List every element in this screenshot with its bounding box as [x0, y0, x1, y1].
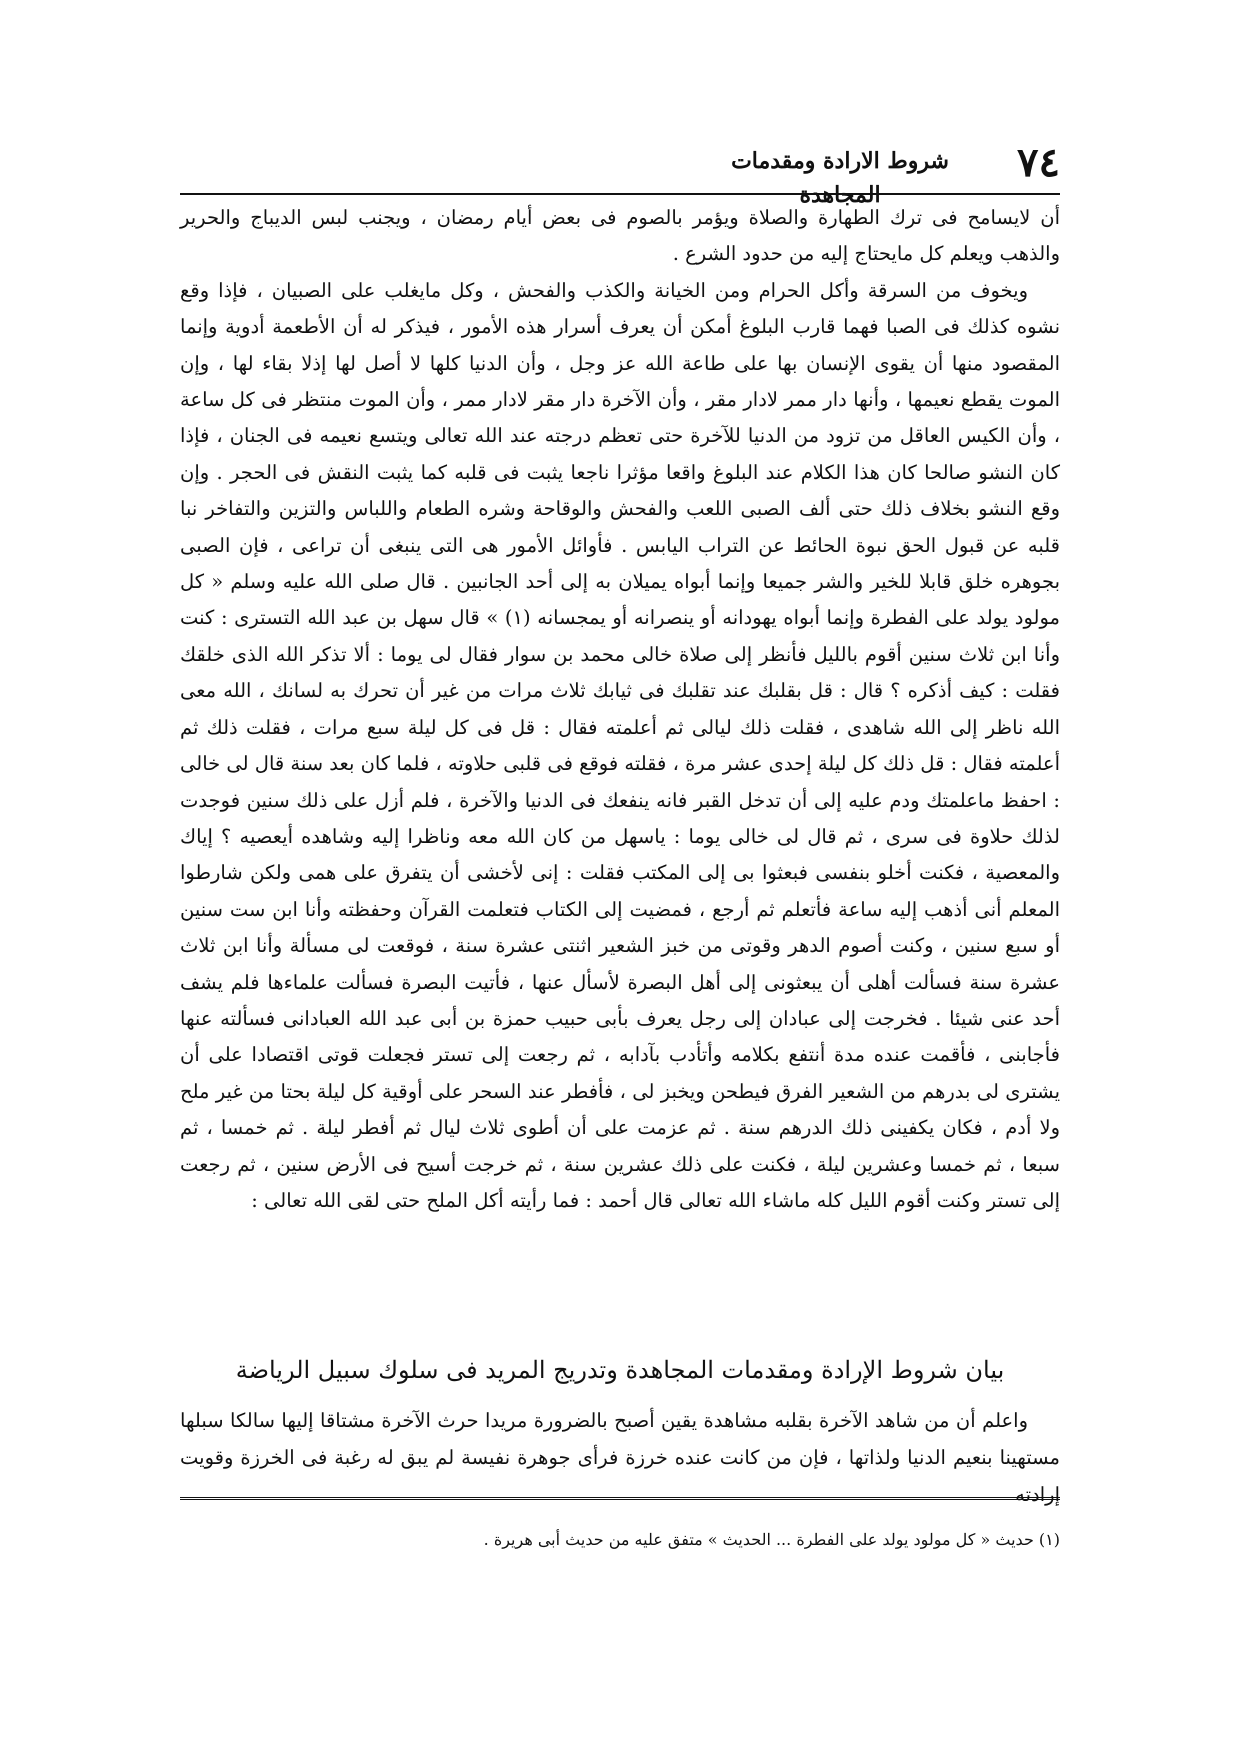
footnote: (١) حديث « كل مولود يولد على الفطرة ... الحديث » متفق عليه من حديث أبى هريرة .: [483, 1530, 1060, 1549]
paragraph-1: أن لايسامح فى ترك الطهارة والصلاة ويؤمر بالصوم فى بعض أيام رمضان ، ويجنب لبس الديباج والحرير والذهب ويعلم كل مايحتاج إليه من حدود الشرع .: [180, 206, 1060, 266]
header-rule: [180, 193, 1060, 195]
footnote-rule: [180, 1497, 1060, 1500]
paragraph-2: ويخوف من السرقة وأكل الحرام ومن الخيانة والكذب والفحش ، وكل مايغلب على الصبيان ، فإذا وقع نشوه كذلك فى الصبا فهما قارب البلوغ أمكن أن يعرف أسرار هذه الأمور ، فيذكر له أن الأطعمة أدوية وإنما المقصود منها أن يقوى الإنسان بها على طاعة الله عز وجل ، وأن الدنيا كلها لا أصل لها إذلا بقاء لها ، وإن الموت يقطع نعيمها ، وأنها دار ممر لادار مقر ، وأن الآخرة دار مقر لادار ممر ، وأن الموت منتظر فى كل ساعة ، وأن الكيس العاقل من تزود من الدنيا للآخرة حتى تعظم درجته عند الله تعالى ويتسع نعيمه فى الجنان ، فإذا كان النشو صالحا كان هذا الكلام عند البلوغ واقعا مؤثرا ناجعا يثبت فى قلبه كما يثبت النقش فى الحجر . وإن وقع النشو بخلاف ذلك حتى ألف الصبى اللعب والفحش والوقاحة وشره الطعام واللباس والتزين والتفاخر نبا قلبه عن قبول الحق نبوة الحائط عن التراب اليابس . فأوائل الأمور هى التى ينبغى أن تراعى ، فإن الصبى بجوهره خلق قابلا للخير والشر جميعا وإنما أبواه يميلان به إلى أحد الجانبين . قال صلى الله عليه وسلم « كل مولود يولد على الفطرة وإنما أبواه يهودانه أو ينصرانه أو يمجسانه (١) » قال سهل بن عبد الله التسترى : كنت وأنا ابن ثلاث سنين أقوم بالليل فأنظر إلى صلاة خالى محمد بن سوار فقال لى يوما : ألا تذكر الله الذى خلقك فقلت : كيف أذكره ؟ قال : قل بقلبك عند تقلبك فى ثيابك ثلاث مرات من غير أن تحرك به لسانك ، الله معى الله ناظر إلى الله شاهدى ، فقلت ذلك ليالى ثم أعلمته فقال : قل فى كل ليلة سبع مرات ، فقلت ذلك ثم أعلمته فقال : قل ذلك كل ليلة إحدى عشر مرة ، فقلته فوقع فى قلبى حلاوته ، فلما كان بعد سنة قال لى خالى : احفظ ماعلمتك ودم عليه إلى أن تدخل القبر فانه ينفعك فى الدنيا والآخرة ، فلم أزل على ذلك سنين فوجدت لذلك حلاوة فى سرى ، ثم قال لى خالى يوما : ياسهل من كان الله معه وناظرا إليه وشاهده أيعصيه ؟ إياك والمعصية ، فكنت أخلو بنفسى فبعثوا بى إلى المكتب فقلت : إنى لأخشى أن يتفرق على همى ولكن شارطوا المعلم أنى أذهب إليه ساعة فأتعلم ثم أرجع ، فمضيت إلى الكتاب فتعلمت القرآن وحفظته وأنا ابن ست سنين أو سبع سنين ، وكنت أصوم الدهر وقوتى من خبز الشعير اثنتى عشرة سنة ، فوقعت لى مسألة وأنا ابن ثلاث عشرة سنة فسألت أهلى أن يبعثونى إلى أهل البصرة لأسأل عنها ، فأتيت البصرة فسألت علماءها فلم يشف أحد عنى شيئا . فخرجت إلى عبادان إلى رجل يعرف بأبى حبيب حمزة بن أبى عبد الله العبادانى فسألته عنها فأجابنى ، فأقمت عنده مدة أنتفع بكلامه وأتأدب بآدابه ، ثم رجعت إلى تستر فجعلت قوتى اقتصادا على أن يشترى لى بدرهم من الشعير الفرق فيطحن ويخبز لى ، فأفطر عند السحر على أوقية كل ليلة بحتا من غير ملح ولا أدم ، فكان يكفينى ذلك الدرهم سنة . ثم عزمت على أن أطوى ثلاث ليال ثم أفطر ليلة . ثم خمسا ، ثم سبعا ، ثم خمسا وعشرين ليلة ، فكنت على ذلك عشرين سنة ، ثم خرجت أسيح فى الأرض سنين ، ثم رجعت إلى تستر وكنت أقوم الليل كله ماشاء الله تعالى قال أحمد : فما رأيته أكل الملح حتى لقى الله تعالى :: [180, 278, 1060, 1212]
section-title: بيان شروط الإرادة ومقدمات المجاهدة وتدريج المريد فى سلوك سبيل الرياضة: [235, 1356, 1005, 1384]
closing-paragraph: واعلم أن من شاهد الآخرة بقلبه مشاهدة يقين أصبح بالضرورة مريدا حرث الآخرة مشتاقا إليها سالكا سبلها مستهينا بنعيم الدنيا ولذاتها ، فإن من كانت عنده خرزة فرأى جوهرة نفيسة لم يبق له رغبة فى الخرزة وقويت إرادته: [180, 1409, 1060, 1506]
running-title: شروط الارادة ومقدمات المجاهدة: [731, 148, 949, 208]
page-number: ٧٤: [1017, 139, 1060, 186]
page-header: [180, 138, 1060, 208]
body-text: [180, 200, 1060, 1325]
